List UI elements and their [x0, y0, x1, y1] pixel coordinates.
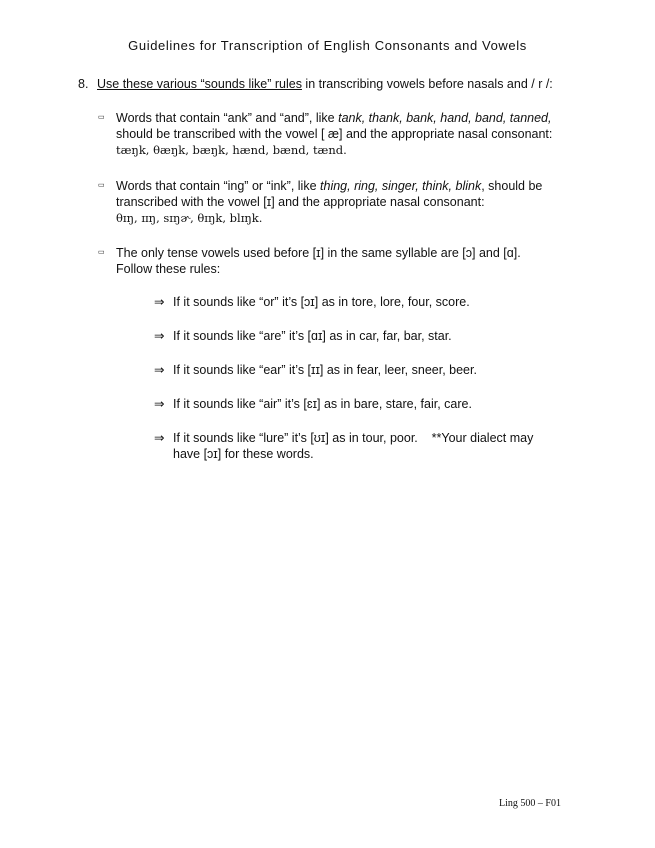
bullet-marker: ▭: [98, 249, 105, 256]
rule-or: [154, 294, 584, 310]
rule-text-continued: have [ɔɪ] for these words.: [173, 447, 314, 461]
bullet-ank-and: [116, 110, 586, 158]
bullet-marker: ▭: [98, 114, 105, 121]
rule-text: If it sounds like “air” it’s [ɛɪ] as in bare, stare, fair, care.: [173, 397, 472, 411]
rule-text: If it sounds like “are” it’s [ɑɪ] as in car, far, bar, star.: [173, 329, 452, 343]
bullet-examples: tank, thank, bank, hand, band, tanned,: [338, 111, 552, 125]
rule-text: If it sounds like “or” it’s [ɔɪ] as in tore, lore, four, score.: [173, 295, 470, 309]
rule-text: If it sounds like “ear” it’s [ɪɪ] as in fear, leer, sneer, beer.: [173, 363, 477, 377]
document-title: Guidelines for Transcription of English Consonants and Vowels: [128, 38, 527, 53]
arrow-icon: ⇒: [154, 431, 165, 445]
rule-ear: [154, 362, 584, 378]
section-heading-underlined: Use these various “sounds like” rules: [97, 77, 302, 91]
bullet-tense-vowels: The only tense vowels used before [ɪ] in the same syllable are [ɔ] and [ɑ]. Follow these rules:: [116, 246, 521, 276]
bullet-ipa: θɪŋ, ɪɪŋ, sɪŋɚ, θɪŋk, blɪŋk.: [116, 211, 263, 225]
bullet-ing-ink: [116, 178, 586, 226]
bullet-examples: thing, ring, singer, think, blink: [320, 179, 482, 193]
section-heading: [78, 77, 553, 91]
bullet-text: Words that contain “ing” or “ink”, like: [116, 179, 321, 193]
rule-air: [154, 396, 584, 412]
bullet-marker: ▭: [98, 182, 105, 189]
bullet-text: should be transcribed with the vowel [ æ] and the appropriate nasal consonant:: [116, 127, 553, 141]
bullet-text: Words that contain “ank” and “and”, like: [116, 111, 339, 125]
arrow-icon: ⇒: [154, 295, 165, 309]
arrow-icon: ⇒: [154, 363, 165, 377]
arrow-icon: ⇒: [154, 329, 165, 343]
rule-text: If it sounds like “lure” it’s [ʊɪ] as in tour, poor. **Your dialect may: [173, 431, 534, 445]
section-heading-rest: in transcribing vowels before nasals and / r /:: [301, 77, 553, 91]
page-footer: Ling 500 – F01: [499, 798, 561, 809]
bullet-text: , should be transcribed with the vowel [ɪ] and the appropriate nasal consonant:: [116, 179, 543, 209]
rule-are: [154, 328, 584, 344]
section-number: 8.: [78, 77, 89, 91]
arrow-icon: ⇒: [154, 397, 165, 411]
bullet-ipa: tæŋk, θæŋk, bæŋk, hænd, bænd, tænd.: [116, 143, 347, 157]
rule-lure: [154, 430, 584, 462]
